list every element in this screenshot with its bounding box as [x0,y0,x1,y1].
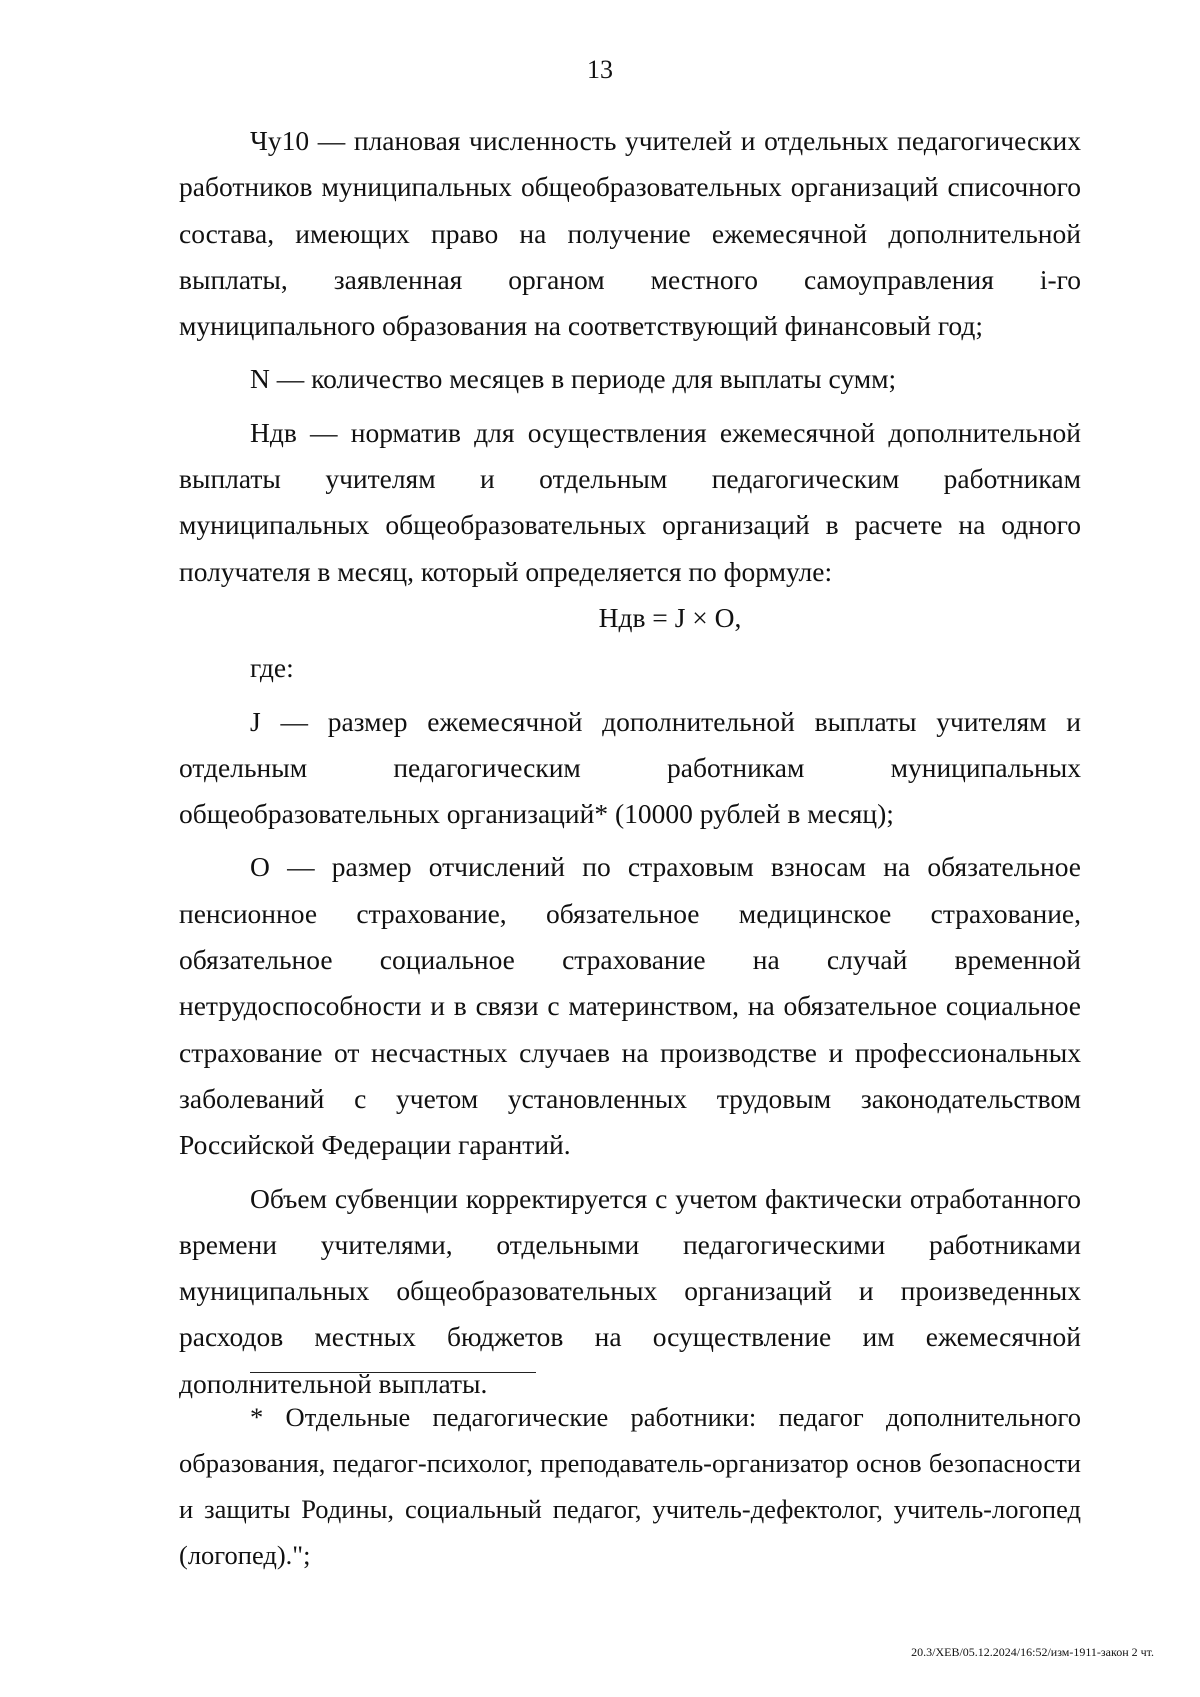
document-body [179,118,1081,1407]
paragraph-chu10-definition: Чу10 — плановая численность учителей и отдельных педагогических работников муниципальных общеобразовательных организаций списочного состава, имеющих право на получение ежемесячной дополнительной выплаты, заявленная органом местного самоуправления i-го муниципального образования на соответствующий финансовый год; [179,125,1081,342]
document-code: 20.3/ХЕВ/05.12.2024/16:52/изм-1911-закон 2 чт. [911,1645,1154,1659]
page-number: 13 [587,55,613,84]
formula-ndv: Ндв = J × O, [598,601,742,633]
footnote-separator [250,1372,536,1373]
paragraph-where: где: [250,652,294,684]
paragraph-subvention-correction: Объем субвенции корректируется с учетом фактически отработанного времени учителями, отдельными педагогическими работниками муниципальных общеобразовательных организаций и произведенных расходов местных бюджетов на осуществление им ежемесячной дополнительной выплаты. [179,1182,1081,1399]
paragraph-o-definition: O — размер отчислений по страховым взносам на обязательное пенсионное страхование, обязательное медицинское страхование, обязательное социальное страхование на случай временной нетрудоспособности и в связи с материнством, на обязательное социальное страхование от несчастных случаев на производстве и профессиональных заболеваний с учетом установленных трудовым законодательством Российской Федерации гарантий. [179,851,1081,1161]
footnote-text: * Отдельные педагогические работники: педагог дополнительного образования, педагог-психолог, преподаватель-организатор основ безопасности и защиты Родины, социальный педагог, учитель-дефектолог, учитель-логопед (логопед)."; [179,1402,1081,1570]
paragraph-ndv-definition: Ндв — норматив для осуществления ежемесячной дополнительной выплаты учителям и отдельным педагогическим работникам муниципальных общеобразовательных организаций в расчете на одного получателя в месяц, который определяется по формуле: [179,416,1081,587]
paragraph-j-definition: J — размер ежемесячной дополнительной выплаты учителям и отдельным педагогическим работникам муниципальных общеобразовательных организаций* (10000 рублей в месяц); [179,705,1081,830]
paragraph-n-definition: N — количество месяцев в периоде для выплаты сумм; [250,363,897,395]
